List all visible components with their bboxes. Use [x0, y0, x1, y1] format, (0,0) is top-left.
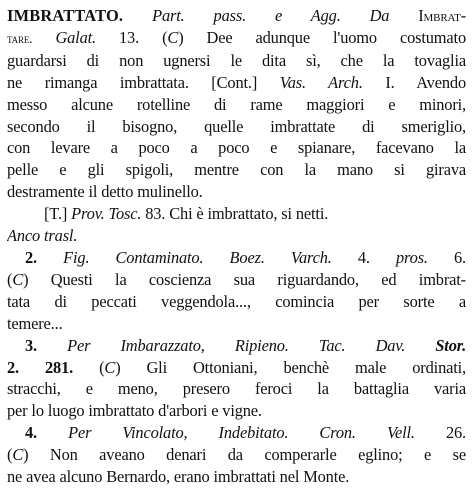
text-run: Per Vincolato, Indebitato. Cron. Vell. [68, 423, 415, 443]
sense-3-line-4 [7, 400, 466, 422]
text-run: C [104, 357, 116, 377]
text-run: ) Dee adunque l'uomo costumato [178, 27, 466, 47]
text-run: pros. [395, 247, 428, 267]
text-run: C [167, 27, 179, 47]
text-run: guardarsi di non ugnersi le dita sì, che la tovaglia [7, 50, 466, 70]
text-run: ne avea alcuno Bernardo, erano imbrattati nel Monte. [7, 467, 350, 487]
text-run: ) Questi la coscienza sua riguardando, ed imbrat- [23, 269, 466, 289]
text-run [123, 6, 152, 25]
text-run [37, 336, 67, 355]
entry-line-5 [7, 94, 466, 116]
text-run [37, 423, 68, 442]
text-run: C [12, 445, 24, 465]
text-run: con levare a poco a poco e spianare, facevano la [7, 138, 466, 158]
text-run: destramente il detto mulinello. [7, 182, 203, 202]
entry-line-10 [7, 203, 466, 225]
entry-line-4 [7, 72, 466, 94]
text-run: 2. 281. [7, 357, 74, 377]
text-run: pelle e gli spigoli, mentre con la mano si girava [7, 160, 466, 180]
text-run [405, 336, 435, 355]
text-run: messo alcune rotelline di rame maggiori e minori, [7, 94, 466, 114]
text-run: Imbrat- [418, 6, 466, 25]
text-run: 2. [25, 247, 37, 267]
text-run: ( [7, 445, 13, 465]
text-run: Part. pass. e Agg. Da [152, 6, 419, 25]
text-run: tata di peccati veggendola..., comincia per sorte a [7, 291, 466, 311]
text-run: 83. Chi è imbrattato, si netti. [141, 204, 329, 224]
text-run [32, 28, 55, 47]
sense-4-line-3 [7, 466, 466, 488]
text-run: 4. [331, 247, 396, 267]
entry-line-8 [7, 159, 466, 181]
entry-line-3 [7, 50, 466, 72]
text-run: [T.] [44, 204, 72, 224]
text-run: ( [73, 357, 105, 377]
text-run: Vas. Arch. [279, 72, 363, 92]
sense-2-line-1 [7, 247, 466, 269]
text-run: ( [7, 269, 13, 289]
text-run: tare. [7, 30, 33, 46]
dictionary-entry-imbrattato [7, 5, 466, 488]
sense-2-line-4 [7, 313, 466, 335]
sense-3-line-1 [7, 335, 466, 357]
text-run: Fig. Contaminato. Boez. Varch. [63, 247, 332, 267]
entry-line-6 [7, 116, 466, 138]
sense-3-line-2 [7, 357, 466, 379]
text-run: Per Imbarazzato, Ripieno. Tac. Dav. [67, 335, 406, 355]
text-run: per lo luogo imbrattato d'arbori e vigne. [7, 401, 262, 421]
text-run: secondo il bisogno, quelle imbrattate di smeriglio, [7, 116, 466, 136]
text-run: Prov. Tosc. [71, 204, 142, 224]
text-run: Anco trasl. [7, 226, 78, 246]
text-run: Galat. [55, 27, 96, 47]
text-run: 13. ( [95, 27, 168, 47]
text-run: stracchi, e meno, presero feroci la battaglia varia [7, 379, 466, 399]
text-run: ) Non aveano denari da comperarle eglino; e se [23, 445, 466, 465]
text-run: I. Avendo [362, 72, 466, 92]
entry-line-2 [7, 27, 466, 50]
sense-2-line-2 [7, 269, 466, 291]
text-run: 3. [25, 335, 37, 355]
text-run: ) Gli Ottoniani, benchè male ordinati, [115, 357, 466, 377]
text-run: 4. [25, 423, 37, 443]
sense-4-line-2 [7, 444, 466, 466]
text-run: 26. [414, 423, 466, 443]
text-run: ne rimanga imbrattata. [Cont.] [7, 72, 280, 92]
text-run: 6. [427, 247, 466, 267]
text-run: C [12, 269, 24, 289]
entry-line-7 [7, 137, 466, 159]
headword: IMBRATTATO. [7, 6, 124, 25]
entry-line-11 [7, 225, 466, 247]
text-run [37, 248, 63, 267]
sense-3-line-3 [7, 378, 466, 400]
sense-4-line-1 [7, 422, 466, 444]
entry-line-1 [7, 5, 466, 27]
sense-2-line-3 [7, 291, 466, 313]
text-run: Stor. [435, 335, 466, 355]
entry-line-9 [7, 181, 466, 203]
text-run: temere... [7, 313, 63, 333]
